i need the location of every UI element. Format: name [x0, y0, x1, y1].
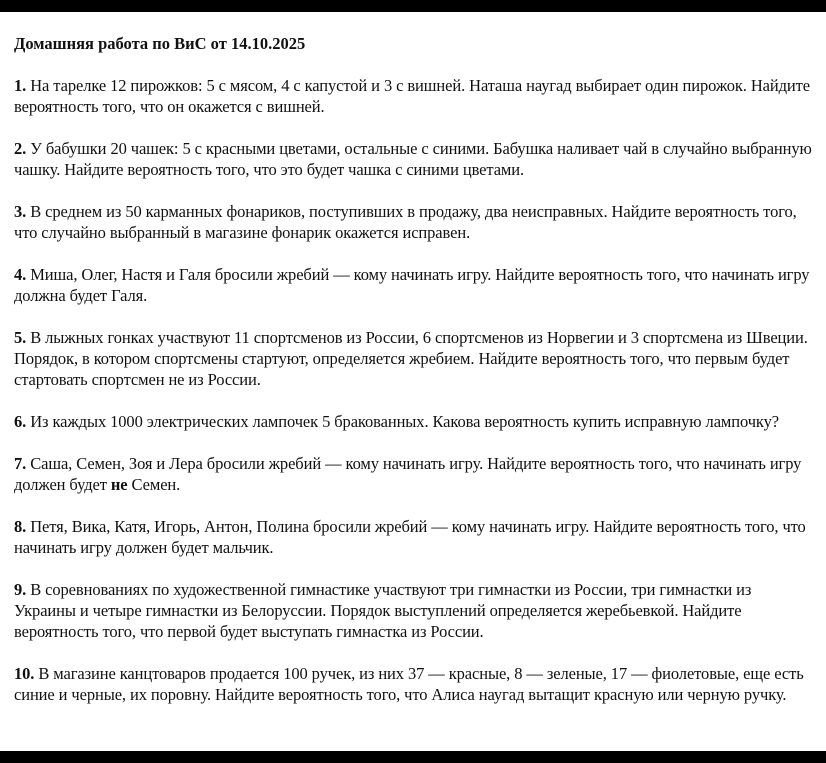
problem-1 — [14, 75, 816, 117]
problem-text: В лыжных гонках участвуют 11 спортсменов из России, 6 спортсменов из Норвегии и 3 спортсмена из Швеции. Порядок, в котором спортсмены стартуют, определяется жребием. Найдите вероятность того, что первым будет стартовать спортсмен не из России. — [14, 328, 808, 389]
document-title: Домашняя работа по ВиС от 14.10.2025 — [14, 34, 306, 53]
problem-number: 3. — [14, 202, 27, 221]
problem-text: На тарелке 12 пирожков: 5 с мясом, 4 с капустой и 3 с вишней. Наташа наугад выбирает один пирожок. Найдите вероятность того, что он окажется с вишней. — [14, 76, 810, 116]
problem-text-after: Семен. — [127, 475, 181, 494]
document-page — [0, 12, 826, 751]
problem-text: В среднем из 50 карманных фонариков, поступивших в продажу, два неисправных. Найдите вероятность того, что случайно выбранный в магазине фонарик окажется исправен. — [14, 202, 797, 242]
problem-emphasis: не — [110, 475, 128, 494]
problem-text: Из каждых 1000 электрических лампочек 5 бракованных. Какова вероятность купить исправную лампочку? — [30, 412, 779, 431]
problem-8 — [14, 516, 816, 558]
problem-text: У бабушки 20 чашек: 5 с красными цветами, остальные с синими. Бабушка наливает чай в случайно выбранную чашку. Найдите вероятность того, что это будет чашка с синими цветами. — [14, 139, 812, 179]
problem-number: 1. — [14, 76, 27, 95]
problem-7 — [14, 453, 816, 495]
problem-text-before: Саша, Семен, Зоя и Лера бросили жребий — кому начинать игру. Найдите вероятность того, что начинать игру должен будет — [14, 454, 802, 494]
problem-2 — [14, 138, 816, 180]
problem-number: 6. — [14, 412, 27, 431]
problem-text: В соревнованиях по художественной гимнастике участвуют три гимнастки из России, три гимнастки из Украины и четыре гимнастки из Белоруссии. Порядок выступлений определяется жеребьевкой. Найдите вероятность того, что первой будет выступать гимнастка из России. — [14, 580, 752, 641]
problem-number: 8. — [14, 517, 27, 536]
problem-text: Миша, Олег, Настя и Галя бросили жребий — кому начинать игру. Найдите вероятность того, что начинать игру должна будет Галя. — [14, 265, 810, 305]
problem-3 — [14, 201, 816, 243]
problem-number: 9. — [14, 580, 27, 599]
problem-5 — [14, 327, 816, 390]
problem-text: Петя, Вика, Катя, Игорь, Антон, Полина бросили жребий — кому начинать игру. Найдите вероятность того, что начинать игру должен будет мальчик. — [14, 517, 806, 557]
problem-text: В магазине канцтоваров продается 100 ручек, из них 37 — красные, 8 — зеленые, 17 — фиолетовые, еще есть синие и черные, их поровну. Найдите вероятность того, что Алиса наугад вытащит красную или черную ручку. — [14, 664, 804, 704]
problem-10 — [14, 663, 816, 705]
problem-number: 2. — [14, 139, 27, 158]
problem-number: 7. — [14, 454, 27, 473]
problem-4 — [14, 264, 816, 306]
problem-6 — [14, 411, 816, 432]
problem-number: 4. — [14, 265, 27, 284]
problem-number: 5. — [14, 328, 27, 347]
problem-9 — [14, 579, 816, 642]
problem-number: 10. — [14, 664, 35, 683]
